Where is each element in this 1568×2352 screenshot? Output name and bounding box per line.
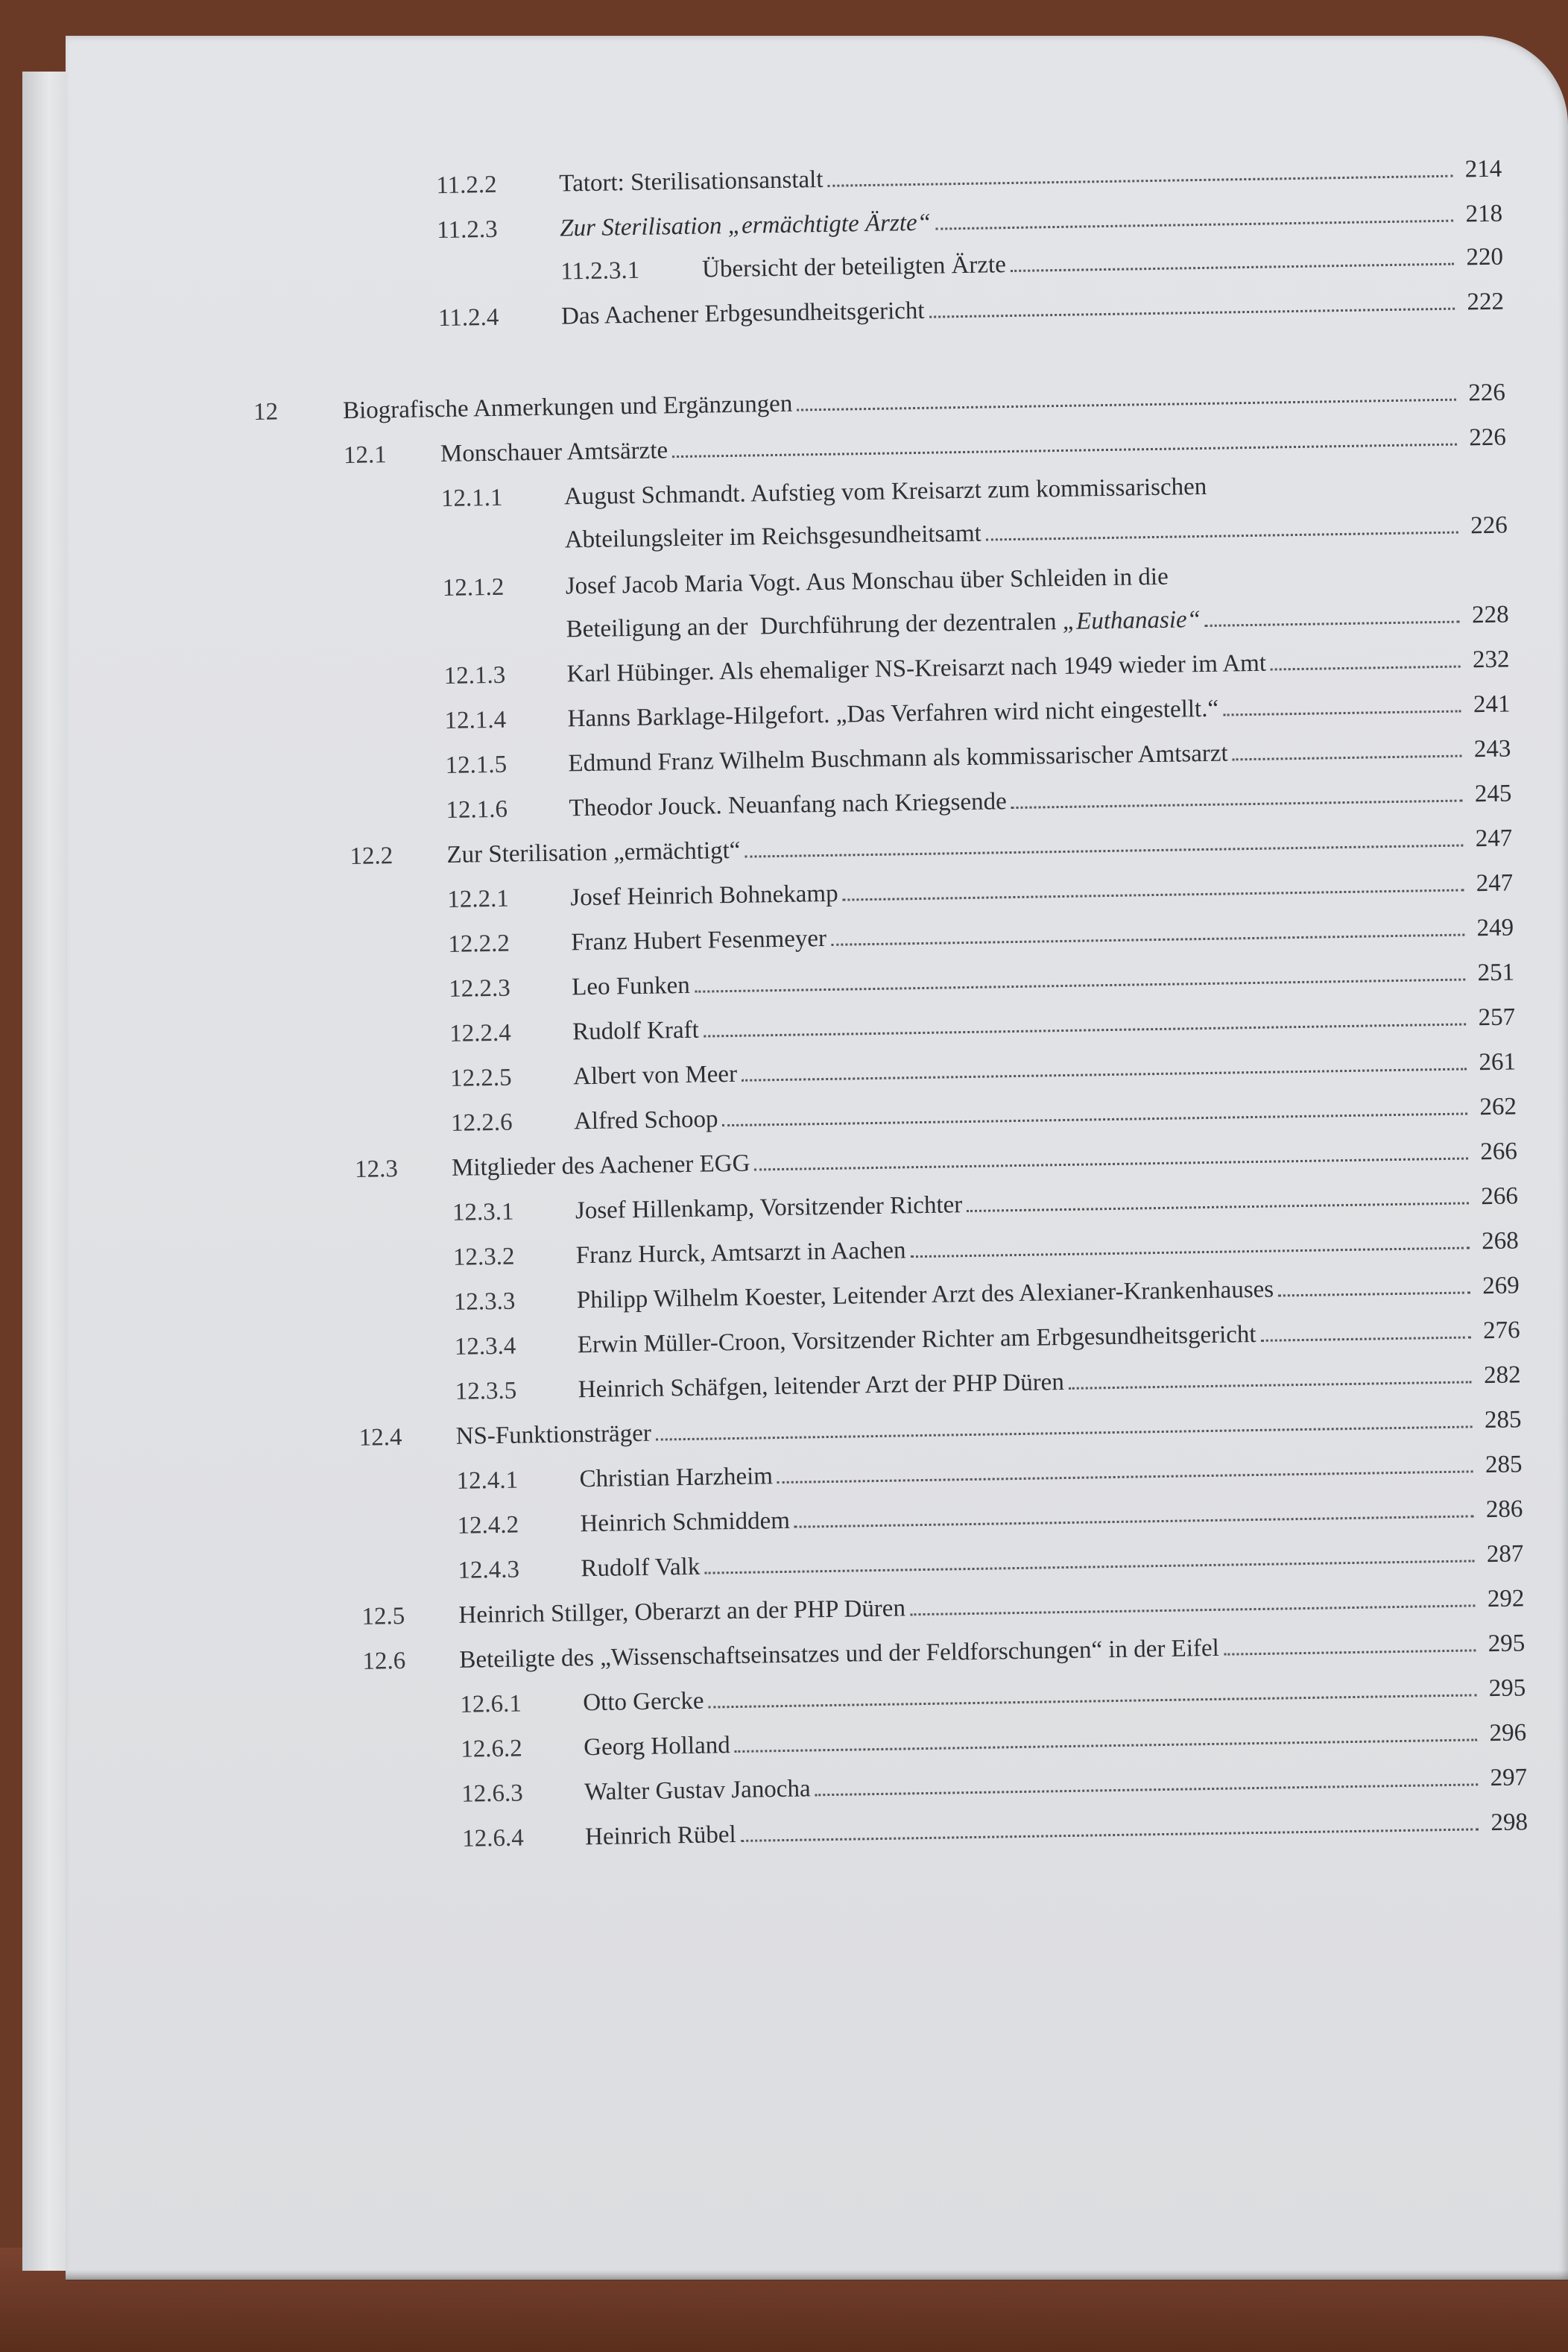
- dot-leader: [755, 1157, 1468, 1170]
- toc-entry-number: 12.3.1: [452, 1198, 514, 1226]
- toc-entry-page: 251: [1477, 959, 1515, 987]
- toc-entry-page: 297: [1490, 1764, 1528, 1792]
- toc-entry-title-italic: „Euthanasie“: [1062, 606, 1201, 635]
- dot-leader: [741, 1828, 1479, 1842]
- dot-leader: [1224, 1649, 1476, 1655]
- toc-entry-title: Edmund Franz Wilhelm Buschmann als kommissarischer Amtsarzt: [568, 740, 1228, 778]
- dot-leader: [828, 175, 1453, 187]
- toc-entry-number: 12.4: [358, 1424, 402, 1451]
- toc-entry-number: 12.3.5: [455, 1377, 517, 1405]
- dot-leader: [797, 399, 1456, 412]
- dot-leader: [742, 1068, 1467, 1081]
- toc-entry-title: Abteilungsleiter im Reichsgesundheitsamt: [564, 520, 982, 554]
- toc-entry-title: Christian Harzheim: [579, 1463, 774, 1493]
- dot-leader: [986, 532, 1458, 541]
- toc-entry-title: Otto Gercke: [583, 1687, 704, 1717]
- toc-entry-number: 11.2.3.1: [560, 256, 640, 286]
- dot-leader: [1223, 710, 1461, 716]
- dot-leader: [1011, 800, 1463, 810]
- toc-entry-page: 249: [1476, 914, 1514, 942]
- toc-entry-title: Heinrich Schäfgen, leitender Arzt der PHP Düren: [578, 1369, 1065, 1404]
- toc-entry-number: 12.2.4: [449, 1019, 511, 1047]
- toc-entry-number: 12.1.4: [444, 706, 507, 734]
- dot-leader: [831, 934, 1464, 946]
- toc-entry-title: Mitglieder des Aachener EGG: [451, 1150, 750, 1182]
- dot-leader: [1011, 263, 1454, 272]
- toc-entry-number: 12.4.3: [458, 1556, 520, 1584]
- toc-entry-page: 285: [1484, 1406, 1522, 1434]
- toc-entry-number: 12.2.5: [449, 1064, 512, 1092]
- toc-entry-title: Franz Hubert Fesenmeyer: [571, 924, 827, 956]
- toc-entry-title: Erwin Müller-Croon, Vorsitzender Richter am Erbgesundheitsgericht: [577, 1320, 1256, 1359]
- toc-entry-page: 218: [1465, 200, 1503, 228]
- toc-entry-number: 12.6: [362, 1647, 406, 1675]
- toc-entry-number: 12.2.1: [447, 885, 510, 913]
- toc-entry-number: 12.6.2: [461, 1735, 523, 1763]
- toc-entry-page: 295: [1488, 1674, 1526, 1703]
- dot-leader: [704, 1560, 1474, 1574]
- toc-entry-page: 247: [1476, 869, 1514, 898]
- toc-entry-title: Georg Holland: [583, 1732, 730, 1762]
- toc-entry-page: 243: [1473, 735, 1511, 763]
- toc-entry-title: Karl Hübinger. Als ehemaliger NS-Kreisarzt nach 1949 wieder im Amt: [566, 649, 1267, 688]
- toc-entry-page: 226: [1470, 511, 1508, 540]
- toc-entry-number: 12.3.3: [453, 1287, 516, 1316]
- toc-entry-number: 12.6.1: [460, 1690, 522, 1718]
- toc-entry-title: Das Aachener Erbgesundheitsgericht: [560, 297, 925, 330]
- toc-entry-title: Beteiligung an der Durchführung der dezentralen: [566, 608, 1063, 643]
- toc-entry-title: Walter Gustav Janocha: [584, 1775, 811, 1806]
- toc-entry-title: Zur Sterilisation „ermächtigt“: [446, 836, 741, 868]
- dot-leader: [745, 845, 1464, 858]
- toc-entry-number: 12.6.4: [461, 1824, 524, 1853]
- toc-entry-number: 12.2.6: [450, 1109, 513, 1137]
- toc-entry-page: 241: [1473, 690, 1511, 719]
- dot-leader: [1233, 755, 1462, 761]
- toc-entry-title: Josef Hillenkamp, Vorsitzender Richter: [575, 1191, 963, 1225]
- toc-entry-title: Tatort: Sterilisationsanstalt: [559, 165, 823, 198]
- toc-entry-title: Alfred Schoop: [573, 1106, 718, 1135]
- dot-leader: [910, 1604, 1475, 1615]
- dot-leader: [794, 1515, 1474, 1527]
- toc-entry-page: 222: [1467, 288, 1505, 316]
- dot-leader: [1271, 666, 1461, 671]
- toc-entry-title: Übersicht der beteiligten Ärzte: [701, 251, 1007, 283]
- toc-entry-page: 261: [1479, 1048, 1517, 1076]
- toc-entry-page: 268: [1481, 1227, 1520, 1255]
- toc-entry-title: Franz Hurck, Amtsarzt in Aachen: [575, 1237, 906, 1270]
- toc-entry-page: 220: [1466, 243, 1504, 271]
- toc-entry-page: 247: [1475, 825, 1513, 853]
- toc-entry-page: 276: [1482, 1317, 1520, 1345]
- toc-entry-title: Philipp Wilhelm Koester, Leitender Arzt des Alexianer-Krankenhauses: [576, 1276, 1274, 1314]
- toc-entry-page: 286: [1485, 1495, 1523, 1524]
- toc-entry-title: Biografische Anmerkungen und Ergänzungen: [342, 390, 793, 425]
- toc-entry-number: 12.1.3: [443, 661, 506, 690]
- dot-leader: [723, 1112, 1468, 1126]
- dot-leader: [815, 1783, 1479, 1796]
- dot-leader: [672, 444, 1457, 458]
- toc-entry-page: 287: [1486, 1540, 1524, 1568]
- toc-entry-number: 12.2.2: [448, 930, 510, 958]
- dot-leader: [1278, 1291, 1470, 1296]
- dot-leader: [967, 1202, 1469, 1212]
- dot-leader: [1069, 1381, 1472, 1389]
- toc-entry-page: 226: [1468, 379, 1506, 407]
- dot-leader: [1261, 1336, 1471, 1341]
- toc-entry-page: 228: [1471, 601, 1509, 629]
- toc-entry-title: Zur Sterilisation „ermächtigte Ärzte“: [559, 209, 932, 242]
- toc-entry-number: 12.2.3: [448, 974, 511, 1003]
- toc-entry-page: 245: [1474, 780, 1512, 808]
- toc-entry-title: Josef Jacob Maria Vogt. Aus Monschau über Schleiden in die: [565, 563, 1169, 600]
- page-shadow: [66, 2270, 1568, 2280]
- toc-entry-page: 266: [1481, 1182, 1519, 1211]
- toc-entry-title: Rudolf Valk: [581, 1553, 701, 1583]
- dot-leader: [911, 1246, 1470, 1258]
- toc-entry-title: Beteiligte des „Wissenschaftseinsatzes und der Feldforschungen“ in der Eifel: [459, 1634, 1220, 1674]
- toc-entry-number: 12.5: [361, 1602, 405, 1630]
- toc-entry-page: 295: [1488, 1630, 1526, 1658]
- toc-entry-title: Heinrich Stillger, Oberarzt an der PHP Düren: [458, 1595, 906, 1629]
- toc-entry-title: Albert von Meer: [572, 1060, 738, 1091]
- toc-entry-page: 285: [1485, 1451, 1523, 1479]
- toc-entry-number: 12.1.1: [440, 484, 503, 513]
- toc-entry-page: 269: [1482, 1272, 1520, 1300]
- toc-entry-page: 262: [1479, 1093, 1517, 1121]
- dot-leader: [929, 308, 1455, 318]
- dot-leader: [695, 979, 1465, 993]
- toc-entry-title: Heinrich Schmiddem: [580, 1507, 791, 1538]
- toc-entry-title: Rudolf Kraft: [572, 1016, 699, 1046]
- toc-entry-title: Monschauer Amtsärzte: [440, 437, 668, 468]
- toc-entry-title: Josef Heinrich Bohnekamp: [570, 880, 838, 912]
- toc-entry-number: 12.4.1: [456, 1466, 519, 1495]
- toc-entry-title: Theodor Jouck. Neuanfang nach Kriegsende: [569, 788, 1008, 822]
- dot-leader: [656, 1425, 1473, 1440]
- toc-entry-page: 257: [1478, 1003, 1516, 1032]
- toc-entry-title: Leo Funken: [571, 971, 691, 1001]
- dot-leader: [1205, 621, 1460, 627]
- toc-entry-page: 214: [1464, 155, 1502, 183]
- toc-entry-page: 266: [1480, 1138, 1518, 1166]
- toc-entry-title: Heinrich Rübel: [584, 1821, 736, 1851]
- toc-entry-number: 12.3.2: [452, 1243, 515, 1271]
- dot-leader: [735, 1738, 1477, 1753]
- toc-entry-title: Hanns Barklage-Hilgefort. „Das Verfahren wird nicht eingestellt.“: [567, 695, 1219, 733]
- toc-entry-number: 12.3: [354, 1155, 399, 1183]
- toc-entry-number: 12.2: [350, 842, 393, 870]
- toc-entry-number: 12.6.3: [461, 1779, 523, 1808]
- toc-entry-page: 296: [1489, 1719, 1527, 1747]
- toc-entry-page: 292: [1487, 1585, 1525, 1613]
- dot-leader: [704, 1024, 1466, 1038]
- toc-entry-number: 12.1.6: [446, 795, 508, 824]
- toc-entry-number: 12.4.2: [457, 1511, 519, 1539]
- toc-entry-page: 232: [1472, 646, 1510, 674]
- dot-leader: [709, 1694, 1477, 1708]
- dot-leader: [777, 1470, 1473, 1484]
- toc-entry-title: August Schmandt. Aufstieg vom Kreisarzt zum kommissarischen: [563, 473, 1207, 511]
- toc-entry-number: 12.3.4: [454, 1332, 516, 1361]
- toc-entry-page: 226: [1469, 423, 1507, 452]
- dot-leader: [935, 220, 1453, 230]
- toc-entry-number: 12: [253, 398, 279, 426]
- toc-entry-page: 282: [1483, 1361, 1521, 1390]
- toc-entry-number: 12.1.5: [445, 751, 508, 779]
- toc-entry-number: 12.1.2: [442, 573, 505, 602]
- toc-entry-number: 11.2.4: [437, 303, 499, 332]
- toc-entry-number: 11.2.3: [436, 215, 498, 245]
- dot-leader: [843, 889, 1464, 901]
- toc-entry-page: 298: [1490, 1809, 1529, 1837]
- toc-entry-number: 12.1: [343, 441, 388, 470]
- toc-entry-title: NS-Funktionsträger: [455, 1419, 652, 1450]
- toc-entry-number: 11.2.2: [436, 171, 497, 200]
